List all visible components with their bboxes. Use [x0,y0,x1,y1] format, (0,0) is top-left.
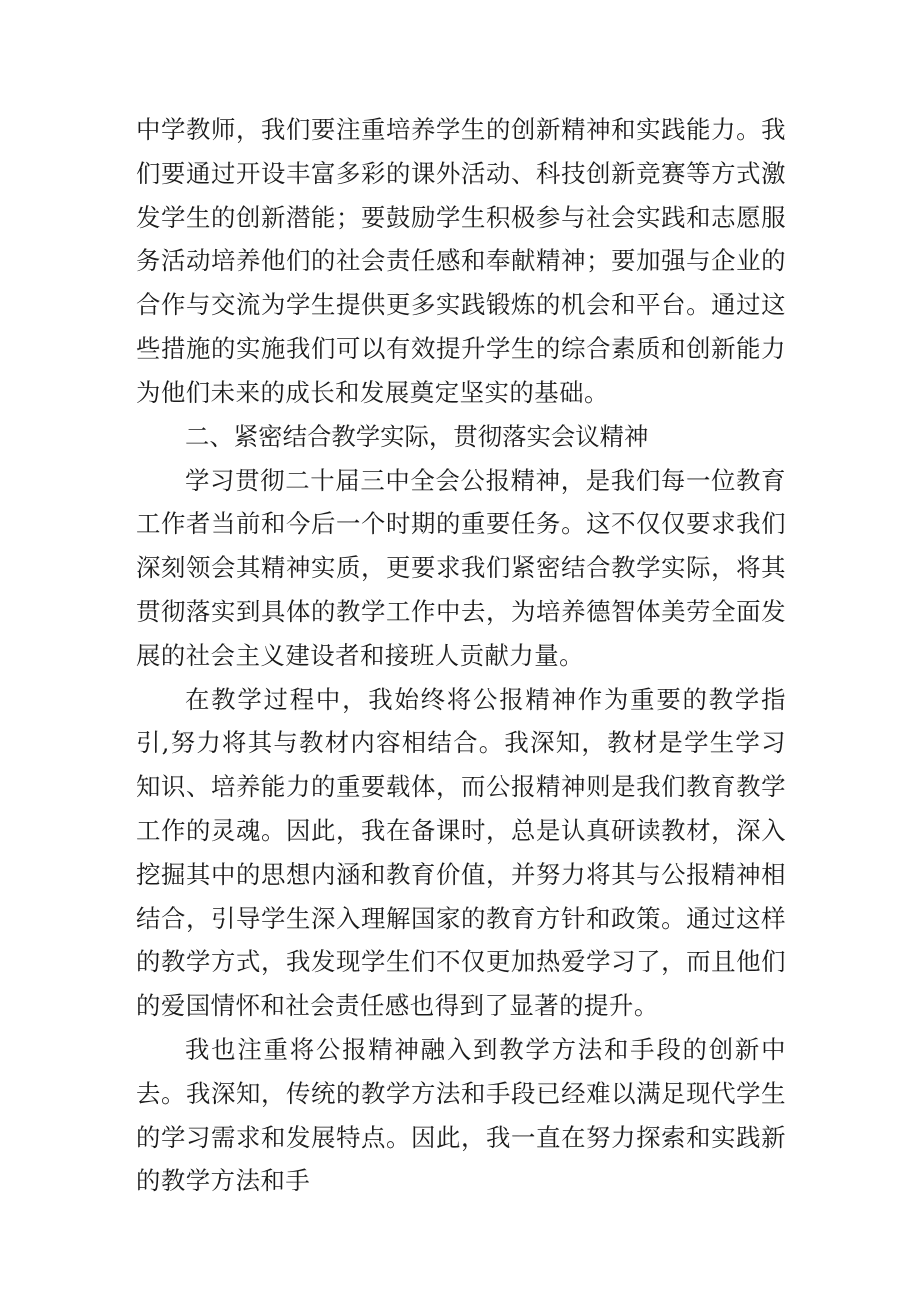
paragraph-teaching-methods: 我也注重将公报精神融入到教学方法和手段的创新中去。我深知，传统的教学方法和手段已经难以满足现代学生的学习需求和发展特点。因此，我一直在努力探索和实践新的教学方法和手 [136,1034,786,1196]
document-body [136,108,786,1203]
section-heading: 二、紧密结合教学实际，贯彻落实会议精神 [185,421,649,451]
paragraph-teaching-process: 在教学过程中，我始终将公报精神作为重要的教学指引,努力将其与教材内容相结合。我深知，教材是学生学习知识、培养能力的重要载体，而公报精神则是我们教育教学工作的灵魂。因此，我在备课时，总是认真研读教材，深入挖掘其中的思想内涵和教育价值，并努力将其与公报精神相结合，引导学生深入理解国家的教育方针和政策。通过这样的教学方式，我发现学生们不仅更加热爱学习了，而且他们的爱国情怀和社会责任感也得到了显著的提升。 [136,684,786,1021]
paragraph-continuation: 中学教师，我们要注重培养学生的创新精神和实践能力。我们要通过开设丰富多彩的课外活动、科技创新竞赛等方式激发学生的创新潜能；要鼓励学生积极参与社会实践和志愿服务活动培养他们的社会责任感和奉献精神；要加强与企业的合作与交流为学生提供更多实践锻炼的机会和平台。通过这些措施的实施我们可以有效提升学生的综合素质和创新能力为他们未来的成长和发展奠定坚实的基础。 [136,115,786,407]
paragraph-study-task: 学习贯彻二十届三中全会公报精神，是我们每一位教育工作者当前和今后一个时期的重要任务。这不仅仅要求我们深刻领会其精神实质，更要求我们紧密结合教学实际，将其贯彻落实到具体的教学工作中去，为培养德智体美劳全面发展的社会主义建设者和接班人贡献力量。 [136,465,786,670]
